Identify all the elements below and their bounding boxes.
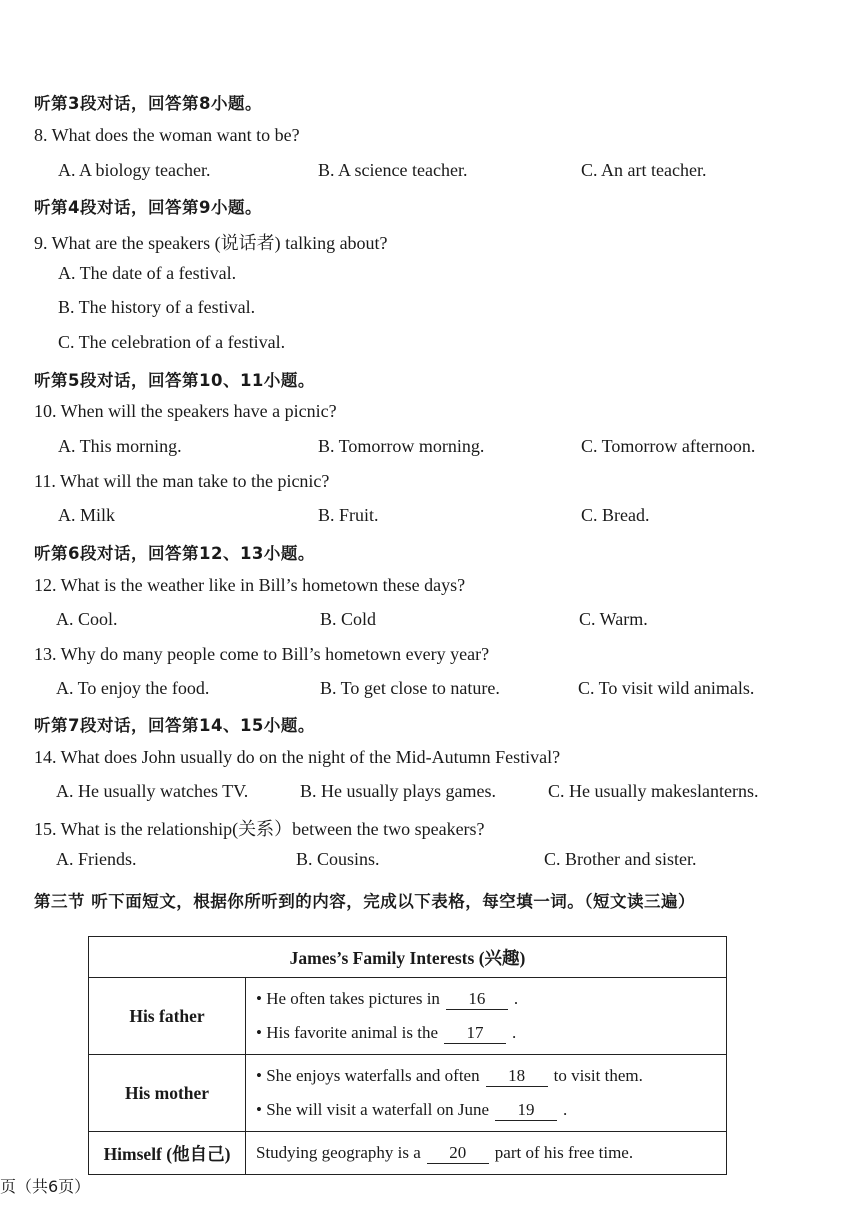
line-text: • She enjoys waterfalls and often (256, 1066, 480, 1085)
question-11 (0, 471, 867, 505)
option-a: A. The date of a festival. (58, 263, 237, 283)
section-heading-text: 听第5段对话，回答第10、11小题。 (34, 371, 315, 390)
question-stem: 15. What is the relationship(关系）between the two speakers? (34, 819, 485, 839)
question-9-option-a (0, 263, 867, 297)
option-b: B. Fruit. (318, 505, 379, 525)
part-3-heading (0, 888, 867, 922)
question-9 (0, 229, 867, 263)
question-11-options (0, 505, 867, 539)
option-c: C. An art teacher. (581, 160, 707, 180)
father-line-2 (256, 1016, 726, 1050)
question-13 (0, 644, 867, 678)
line-text: Studying geography is a (256, 1143, 421, 1162)
line-text: • He often takes pictures in (256, 989, 440, 1008)
option-a: A. This morning. (58, 436, 182, 456)
mother-details (246, 1055, 727, 1132)
option-c: C. Brother and sister. (544, 849, 697, 869)
option-b: B. Cold (320, 609, 377, 629)
blank-17[interactable]: 17 (444, 1023, 506, 1044)
table-title-row (89, 937, 727, 978)
section-heading-text: 听第7段对话，回答第14、15小题。 (34, 716, 315, 735)
option-b: B. Cousins. (296, 849, 380, 869)
blank-19[interactable]: 19 (495, 1100, 557, 1121)
father-details (246, 978, 727, 1055)
table-row-himself (89, 1132, 727, 1175)
line-text: part of his free time. (494, 1143, 634, 1162)
father-line-1 (256, 982, 726, 1016)
family-interests-table (88, 936, 727, 1175)
line-text: • His favorite animal is the (256, 1023, 439, 1042)
question-stem: 12. What is the weather like in Bill’s hometown these days? (34, 575, 466, 595)
question-stem: 10. When will the speakers have a picnic? (34, 401, 337, 421)
row-label-father: His father (89, 978, 246, 1055)
table-title: James’s Family Interests (兴趣) (89, 937, 727, 978)
question-stem: 11. What will the man take to the picnic? (34, 471, 330, 491)
question-12-options (0, 609, 867, 643)
section-5-heading (0, 367, 867, 401)
option-a: A. Cool. (56, 609, 118, 629)
option-c: C. Tomorrow afternoon. (581, 436, 756, 456)
himself-line-1 (256, 1136, 726, 1170)
section-heading-text: 听第6段对话，回答第12、13小题。 (34, 544, 315, 563)
question-13-options (0, 678, 867, 712)
section-7-heading (0, 712, 867, 746)
row-label-himself: Himself (他自己) (89, 1132, 246, 1175)
option-a: A. Milk (58, 505, 116, 525)
line-text: . (513, 989, 519, 1008)
section-3-heading (0, 90, 867, 124)
option-a: A. Friends. (56, 849, 137, 869)
question-15-options (0, 849, 867, 883)
question-stem: 14. What does John usually do on the night of the Mid-Autumn Festival? (34, 747, 561, 767)
row-label-mother: His mother (89, 1055, 246, 1132)
option-b: B. A science teacher. (318, 160, 468, 180)
option-c: C. The celebration of a festival. (58, 332, 286, 352)
question-stem: 9. What are the speakers (说话者) talking about? (34, 233, 388, 253)
section-4-heading (0, 194, 867, 228)
himself-details (246, 1132, 727, 1175)
line-text: . (512, 1023, 517, 1042)
blank-20[interactable]: 20 (427, 1143, 489, 1164)
question-9-option-c (0, 332, 867, 366)
line-text: to visit them. (553, 1066, 643, 1085)
mother-line-1 (256, 1059, 726, 1093)
section-6-heading (0, 540, 867, 574)
table-row-father (89, 978, 727, 1055)
option-b: B. The history of a festival. (58, 297, 256, 317)
option-c: C. Warm. (579, 609, 648, 629)
option-c: C. Bread. (581, 505, 650, 525)
option-b: B. To get close to nature. (320, 678, 500, 698)
section-heading-text: 听第3段对话，回答第8小题。 (34, 94, 262, 113)
question-10 (0, 401, 867, 435)
question-8 (0, 125, 867, 159)
option-a: A. He usually watches TV. (56, 781, 249, 801)
question-14 (0, 747, 867, 781)
line-text: • She will visit a waterfall on June (256, 1100, 490, 1119)
question-10-options (0, 436, 867, 470)
question-15 (0, 815, 867, 849)
table-row-mother (89, 1055, 727, 1132)
question-14-options (0, 781, 867, 815)
option-c: C. To visit wild animals. (578, 678, 755, 698)
question-stem: 8. What does the woman want to be? (34, 125, 300, 145)
question-9-option-b (0, 297, 867, 331)
blank-18[interactable]: 18 (486, 1066, 548, 1087)
question-8-options (0, 160, 867, 194)
option-a: A. A biology teacher. (58, 160, 211, 180)
mother-line-2 (256, 1093, 726, 1127)
option-a: A. To enjoy the food. (56, 678, 210, 698)
blank-16[interactable]: 16 (446, 989, 508, 1010)
part-3-instructions: 第三节 听下面短文，根据你所听到的内容，完成以下表格，每空填一词。（短文读三遍） (34, 892, 695, 911)
page-footer: 页（共6页） (0, 1177, 91, 1196)
option-b: B. Tomorrow morning. (318, 436, 485, 456)
section-heading-text: 听第4段对话，回答第9小题。 (34, 198, 262, 217)
question-12 (0, 575, 867, 609)
question-stem: 13. Why do many people come to Bill’s hometown every year? (34, 644, 490, 664)
option-b: B. He usually plays games. (300, 781, 496, 801)
line-text: . (563, 1100, 568, 1119)
option-c: C. He usually makeslanterns. (548, 781, 759, 801)
